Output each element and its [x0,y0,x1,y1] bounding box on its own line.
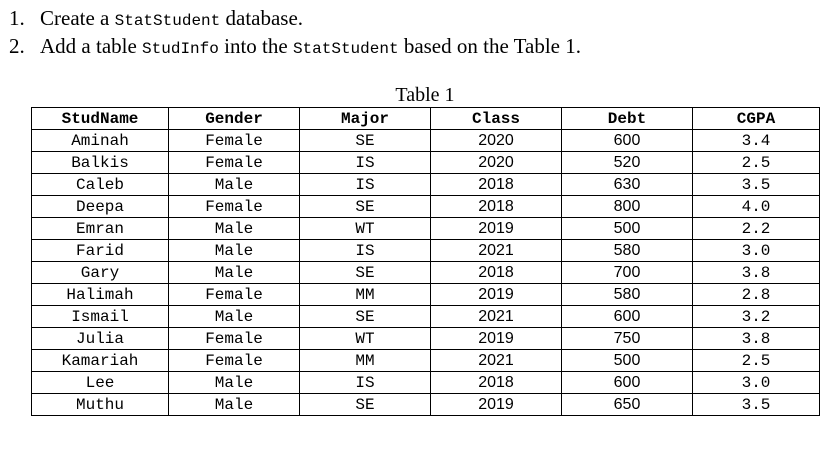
table-cell: MM [300,350,431,372]
instruction-text-part: Add a table [40,34,143,58]
table-row [32,262,820,284]
table-row [32,306,820,328]
table-cell: IS [300,152,431,174]
column-header: Major [300,108,431,130]
table-cell: 2021 [431,306,562,328]
table-cell: 2019 [431,284,562,306]
table-cell: Male [169,240,300,262]
table-cell: IS [300,372,431,394]
table-cell: Male [169,394,300,416]
table-caption: Table 1 [395,84,455,106]
table-cell: Deepa [32,196,169,218]
column-header: StudName [32,108,169,130]
instruction-number: 2. [9,34,25,58]
table-cell: Lee [32,372,169,394]
table-cell: 630 [562,174,693,196]
table-cell: 2018 [431,196,562,218]
table-row [32,196,820,218]
column-header: Debt [562,108,693,130]
table-header-row [32,108,820,130]
table-name-code: StudInfo [142,40,219,58]
table-cell: 600 [562,130,693,152]
table-cell: IS [300,174,431,196]
table-cell: Halimah [32,284,169,306]
table-cell: Balkis [32,152,169,174]
table-cell: Kamariah [32,350,169,372]
table-cell: 600 [562,372,693,394]
table-cell: 2019 [431,328,562,350]
table-cell: 580 [562,284,693,306]
instruction-text-part: Create a [40,6,115,30]
table-cell: Female [169,328,300,350]
table-cell: 2.2 [693,218,820,240]
column-header: Class [431,108,562,130]
instruction-text [40,4,303,35]
table-cell: Muthu [32,394,169,416]
instruction-text-part: database. [220,6,304,30]
instruction-text-part: based on the Table 1. [398,34,581,58]
table-cell: 800 [562,196,693,218]
table-cell: SE [300,130,431,152]
table-row [32,218,820,240]
table-cell: 580 [562,240,693,262]
table-cell: MM [300,284,431,306]
table-cell: 2019 [431,218,562,240]
table-cell: Female [169,196,300,218]
instruction-text-part: into the [218,34,293,58]
table-cell: 600 [562,306,693,328]
table-cell: Gary [32,262,169,284]
table-cell: Male [169,174,300,196]
table-cell: 2018 [431,174,562,196]
table-cell: Emran [32,218,169,240]
table-cell: 3.8 [693,328,820,350]
table-cell: 2020 [431,152,562,174]
table-cell: Female [169,130,300,152]
table-cell: 2.8 [693,284,820,306]
table-cell: 3.5 [693,394,820,416]
table-cell: 2018 [431,262,562,284]
table-cell: Male [169,306,300,328]
instruction-item-1 [0,4,838,32]
table-cell: Caleb [32,174,169,196]
table-cell: Ismail [32,306,169,328]
table-cell: Female [169,284,300,306]
table-cell: WT [300,328,431,350]
table-cell: SE [300,394,431,416]
table-cell: 3.0 [693,240,820,262]
table-cell: Julia [32,328,169,350]
table-cell: 3.2 [693,306,820,328]
table-cell: 520 [562,152,693,174]
table-cell: Farid [32,240,169,262]
database-name-code: StatStudent [292,40,399,58]
table-cell: 2.5 [693,152,820,174]
table-cell: 750 [562,328,693,350]
table-cell: Female [169,152,300,174]
table-cell: 3.8 [693,262,820,284]
table-cell: 2.5 [693,350,820,372]
table-cell: 700 [562,262,693,284]
table-cell: 3.4 [693,130,820,152]
table-cell: Male [169,372,300,394]
table-row [32,350,820,372]
table-cell: 3.0 [693,372,820,394]
table-cell: Male [169,218,300,240]
table-cell: SE [300,306,431,328]
table-cell: IS [300,240,431,262]
table-cell: 3.5 [693,174,820,196]
column-header: CGPA [693,108,820,130]
table-cell: 2021 [431,240,562,262]
instruction-number: 1. [9,6,25,30]
table-row [32,130,820,152]
table-cell: 2018 [431,372,562,394]
table-row [32,152,820,174]
instruction-list [0,4,838,60]
table-cell: 4.0 [693,196,820,218]
table-cell: Aminah [32,130,169,152]
table-row [32,284,820,306]
table-cell: 650 [562,394,693,416]
table-row [32,372,820,394]
table-cell: 2020 [431,130,562,152]
table-cell: Male [169,262,300,284]
table-cell: SE [300,196,431,218]
column-header: Gender [169,108,300,130]
table-body [32,130,820,416]
table-cell: 500 [562,350,693,372]
instruction-item-2 [0,32,838,60]
table-cell: 2021 [431,350,562,372]
table-cell: 500 [562,218,693,240]
table-cell: Female [169,350,300,372]
table-row [32,174,820,196]
student-table [31,107,820,416]
instruction-text [40,32,581,63]
table-row [32,328,820,350]
table-cell: WT [300,218,431,240]
table-cell: 2019 [431,394,562,416]
database-name-code: StatStudent [114,12,221,30]
table-row [32,240,820,262]
table-row [32,394,820,416]
table-cell: SE [300,262,431,284]
